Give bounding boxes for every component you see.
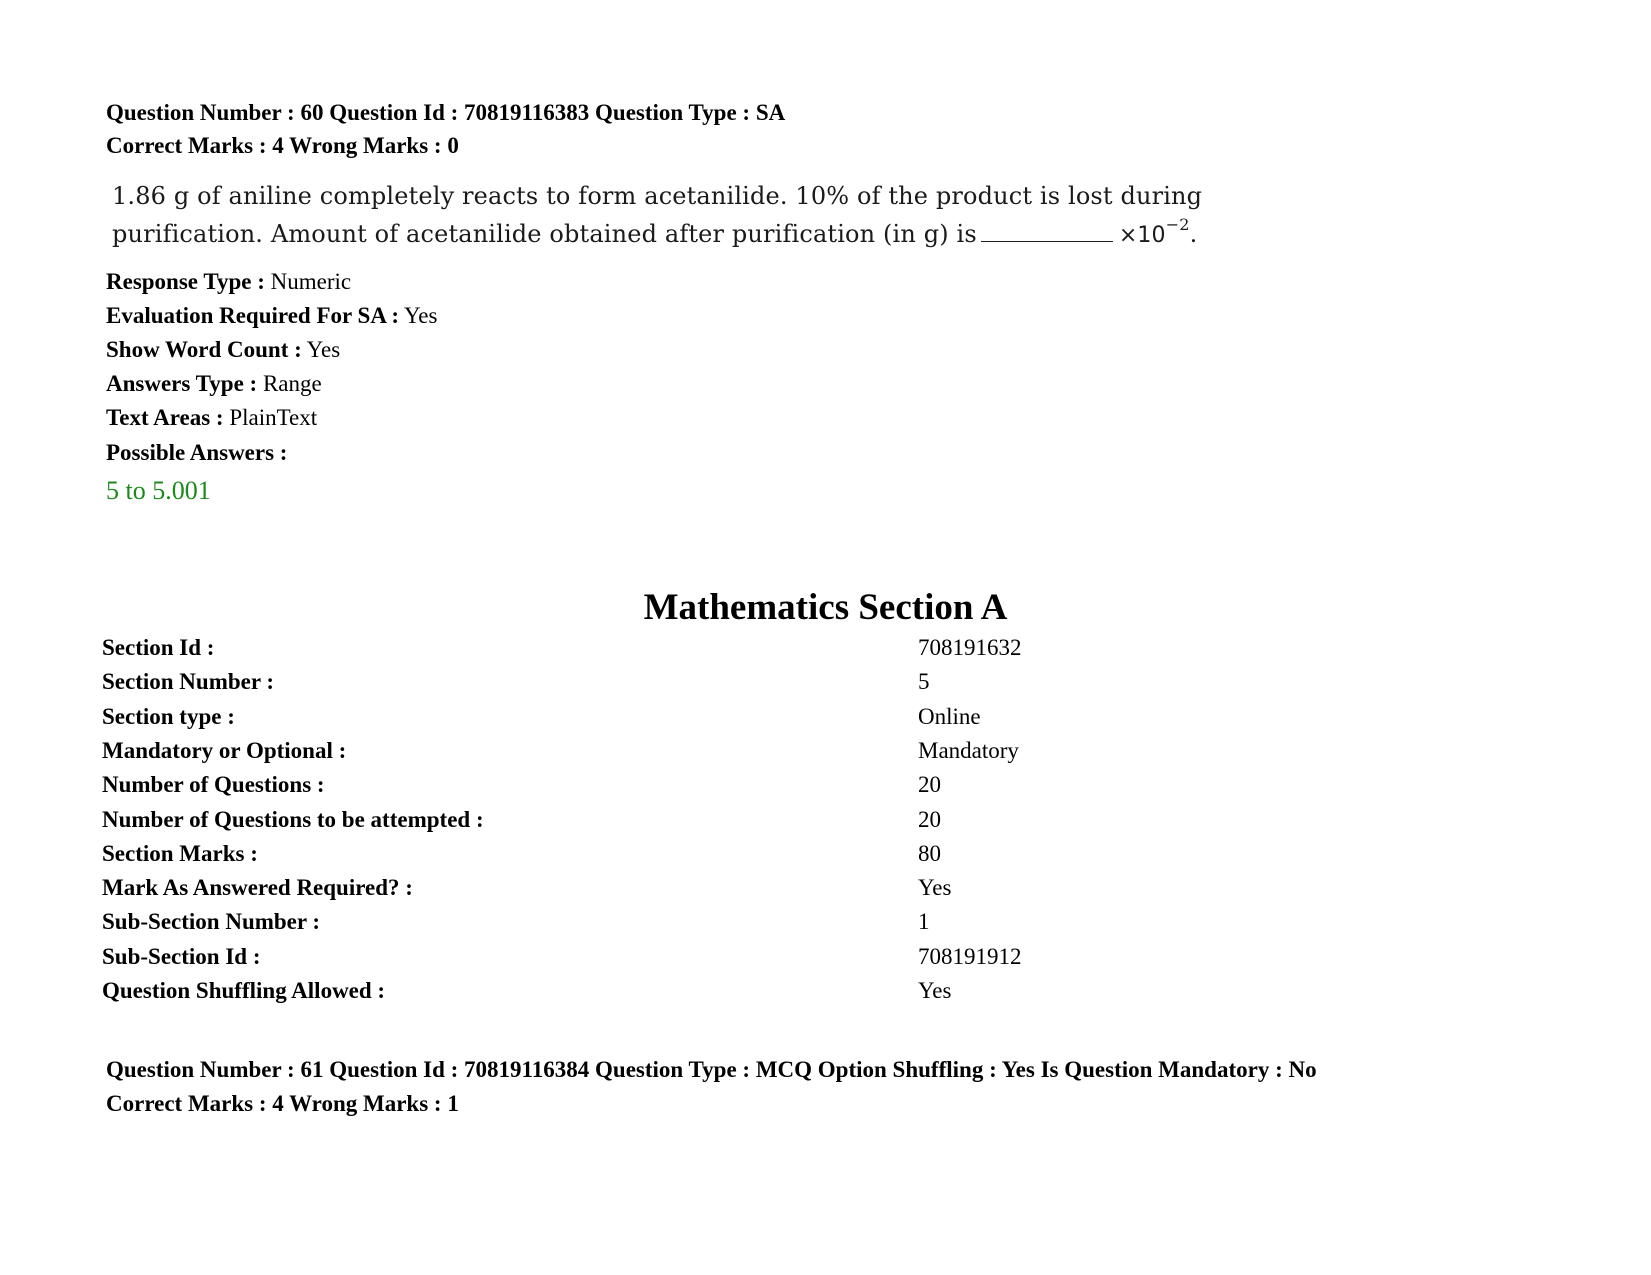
section-info-label: Mandatory or Optional : <box>102 738 347 763</box>
q60-text-line-2-main: purification. Amount of acetanilide obtained after purification (in g) is <box>112 220 977 248</box>
section-info-label: Sub-Section Id : <box>102 944 261 969</box>
section-info-value: Mandatory <box>918 738 1019 763</box>
section-info-label: Section Marks : <box>102 841 258 866</box>
q60-text-line-1: 1.86 g of aniline completely reacts to form acetanilide. 10% of the product is lost during <box>112 182 1203 210</box>
q60-field-label: Text Areas : <box>106 405 224 430</box>
q60-field-label: Show Word Count : <box>106 337 302 362</box>
q60-field-row <box>106 403 317 433</box>
q60-field-value: Numeric <box>264 269 352 294</box>
q60-header: Question Number : 60 Question Id : 70819116383 Question Type : SA <box>106 100 786 125</box>
q60-field-row <box>106 438 287 468</box>
section-info-label: Section Number : <box>102 669 275 694</box>
section-title: Mathematics Section A <box>643 587 1008 628</box>
answer-blank <box>981 223 1113 242</box>
section-info-label: Number of Questions to be attempted : <box>102 807 484 832</box>
q60-field-label: Answers Type : <box>106 371 258 396</box>
q60-field-value: Range <box>257 371 322 396</box>
section-info-label: Mark As Answered Required? : <box>102 875 413 900</box>
q60-field-label: Possible Answers : <box>106 440 288 465</box>
section-info-value: 20 <box>918 772 941 797</box>
section-info-value: 80 <box>918 841 941 866</box>
section-info-value: 708191632 <box>918 635 1022 660</box>
q60-field-label: Evaluation Required For SA : <box>106 303 400 328</box>
q61-header: Question Number : 61 Question Id : 70819116384 Question Type : MCQ Option Shuffling : Yes Is Question Mandatory : No <box>106 1057 1317 1082</box>
period: . <box>1189 220 1198 248</box>
q61-marks: Correct Marks : 4 Wrong Marks : 1 <box>106 1091 459 1116</box>
section-info-value: 5 <box>918 669 930 694</box>
section-info-label: Section type : <box>102 704 235 729</box>
section-info-label: Section Id : <box>102 635 215 660</box>
section-info-label: Question Shuffling Allowed : <box>102 978 386 1003</box>
section-info-label: Sub-Section Number : <box>102 909 321 934</box>
section-info-value: 1 <box>918 909 930 934</box>
q60-text-line-2 <box>112 212 1197 252</box>
q60-field-row <box>106 267 351 297</box>
times-ten: ×10 <box>1118 223 1166 248</box>
q60-field-value: Yes <box>399 303 438 328</box>
q60-field-value: PlainText <box>223 405 318 430</box>
possible-answer: 5 to 5.001 <box>106 476 211 505</box>
q60-field-row <box>106 369 322 399</box>
section-info-value: 708191912 <box>918 944 1022 969</box>
section-info-label: Number of Questions : <box>102 772 325 797</box>
section-info-value: Online <box>918 704 981 729</box>
exponent: −2 <box>1165 215 1190 234</box>
section-info-value: 20 <box>918 807 941 832</box>
q60-field-value: Yes <box>301 337 341 362</box>
q60-field-label: Response Type : <box>106 269 265 294</box>
q60-field-row <box>106 335 340 365</box>
q60-marks: Correct Marks : 4 Wrong Marks : 0 <box>106 133 459 158</box>
section-info-value: Yes <box>918 875 952 900</box>
section-info-value: Yes <box>918 978 952 1003</box>
q60-field-row <box>106 301 437 331</box>
